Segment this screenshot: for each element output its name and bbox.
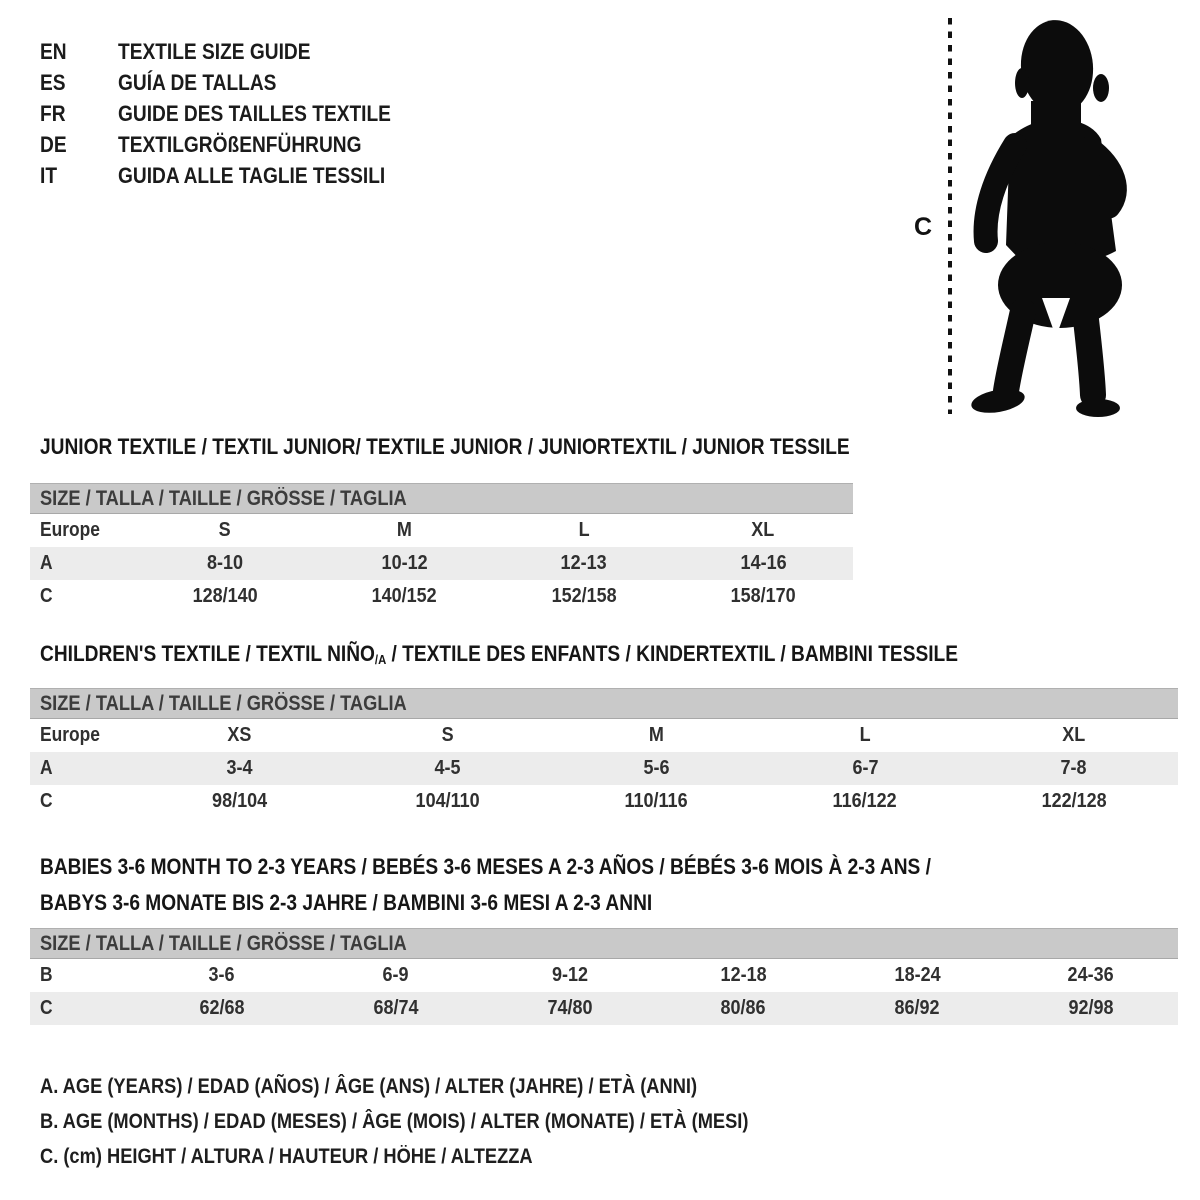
cell: 3-4 <box>226 757 253 779</box>
row-label: B <box>40 964 53 986</box>
lang-row-es <box>40 67 432 98</box>
height-figure <box>900 10 1152 424</box>
title-subscript: /A <box>374 652 387 667</box>
lang-code-it: IT <box>40 163 58 188</box>
lang-row-en <box>40 36 432 67</box>
table-row <box>30 514 853 547</box>
cell: L <box>859 724 871 746</box>
table-row <box>30 580 853 613</box>
cell: XL <box>1062 724 1086 746</box>
height-marker-label: C <box>914 213 933 241</box>
measurement-legend <box>40 1069 854 1174</box>
cell: 80/86 <box>720 997 766 1019</box>
children-section-title: CHILDREN'S TEXTILE / TEXTIL NIÑO/A / TEXTILE DES ENFANTS / KINDERTEXTIL / BAMBINI TESSILE <box>40 641 959 667</box>
junior-table-header <box>30 483 853 514</box>
cell: 122/128 <box>1041 790 1107 812</box>
cell: 14-16 <box>740 552 787 574</box>
lang-label-fr: GUIDE DES TAILLES TEXTILE <box>118 101 391 126</box>
cell: 92/98 <box>1068 997 1114 1019</box>
cell: 3-6 <box>208 964 235 986</box>
lang-code-de: DE <box>40 132 67 157</box>
cell: 140/152 <box>371 585 437 607</box>
toddler-silhouette-icon <box>970 17 1122 417</box>
lang-row-it <box>40 160 432 191</box>
legend-line-a: A. AGE (YEARS) / EDAD (AÑOS) / ÂGE (ANS) / ALTER (JAHRE) / ETÀ (ANNI) <box>40 1075 698 1098</box>
table-row <box>30 719 1178 752</box>
cell: 9-12 <box>551 964 588 986</box>
junior-section-title: JUNIOR TEXTILE / TEXTIL JUNIOR/ TEXTILE JUNIOR / JUNIORTEXTIL / JUNIOR TESSILE <box>40 434 850 459</box>
row-label: C <box>40 790 53 812</box>
babies-section-title: BABIES 3-6 MONTH TO 2-3 YEARS / BEBÉS 3-6 MESES A 2-3 AÑOS / BÉBÉS 3-6 MOIS À 2-3 ANS / BABYS 3-6 MONATE BIS 2-3 JAHRE / BAMBINI 3-6 MESI A 2-3 ANNI <box>40 854 931 915</box>
row-label: C <box>40 997 53 1019</box>
lang-code-es: ES <box>40 70 66 95</box>
cell: 18-24 <box>894 964 941 986</box>
cell: 152/158 <box>551 585 617 607</box>
cell: 6-9 <box>382 964 409 986</box>
legend-line-c: C. (cm) HEIGHT / ALTURA / HAUTEUR / HÖHE / ALTEZZA <box>40 1145 533 1168</box>
row-label: C <box>40 585 53 607</box>
table-row <box>30 547 853 580</box>
cell: M <box>396 519 412 541</box>
cell: 12-13 <box>560 552 607 574</box>
lang-label-de: TEXTILGRÖßENFÜHRUNG <box>118 132 362 157</box>
cell: 12-18 <box>720 964 767 986</box>
cell: 116/122 <box>833 790 898 812</box>
cell: 24-36 <box>1068 964 1115 986</box>
babies-table-header <box>30 928 1178 959</box>
row-label: Europe <box>40 519 100 541</box>
cell: 5-6 <box>643 757 670 779</box>
children-table-header <box>30 688 1178 719</box>
cell: 68/74 <box>373 997 419 1019</box>
lang-row-de <box>40 129 432 160</box>
cell: 7-8 <box>1060 757 1087 779</box>
cell: 128/140 <box>192 585 258 607</box>
babies-size-table <box>30 928 1178 1025</box>
lang-label-es: GUÍA DE TALLAS <box>118 70 277 95</box>
junior-size-table <box>30 483 853 613</box>
lang-label-it: GUIDA ALLE TAGLIE TESSILI <box>118 163 386 188</box>
cell: L <box>578 519 590 541</box>
cell: 8-10 <box>206 552 243 574</box>
cell: 158/170 <box>730 585 796 607</box>
size-header-label: SIZE / TALLA / TAILLE / GRÖSSE / TAGLIA <box>40 931 407 955</box>
table-row <box>30 992 1178 1025</box>
table-row <box>30 959 1178 992</box>
table-row <box>30 785 1178 818</box>
cell: 6-7 <box>852 757 879 779</box>
row-label: A <box>40 552 53 574</box>
size-header-label: SIZE / TALLA / TAILLE / GRÖSSE / TAGLIA <box>40 486 407 510</box>
lang-code-en: EN <box>40 39 67 64</box>
row-label: Europe <box>40 724 100 746</box>
lang-label-en: TEXTILE SIZE GUIDE <box>118 39 311 64</box>
cell: 86/92 <box>894 997 940 1019</box>
cell: 98/104 <box>211 790 267 812</box>
row-label: A <box>40 757 53 779</box>
children-size-table <box>30 688 1178 818</box>
cell: M <box>648 724 664 746</box>
cell: S <box>218 519 231 541</box>
lang-row-fr <box>40 98 432 129</box>
cell: 62/68 <box>199 997 245 1019</box>
language-title-list <box>40 36 432 191</box>
cell: S <box>441 724 454 746</box>
lang-code-fr: FR <box>40 101 66 126</box>
size-header-label: SIZE / TALLA / TAILLE / GRÖSSE / TAGLIA <box>40 691 407 715</box>
cell: XL <box>751 519 775 541</box>
cell: 4-5 <box>434 757 461 779</box>
legend-line-b: B. AGE (MONTHS) / EDAD (MESES) / ÂGE (MOIS) / ALTER (MONATE) / ETÀ (MESI) <box>40 1110 749 1133</box>
cell: XS <box>227 724 252 746</box>
cell: 104/110 <box>415 790 480 812</box>
cell: 10-12 <box>381 552 428 574</box>
table-row <box>30 752 1178 785</box>
toddler-figure-svg <box>900 10 1152 424</box>
cell: 74/80 <box>547 997 593 1019</box>
cell: 110/116 <box>624 790 689 812</box>
